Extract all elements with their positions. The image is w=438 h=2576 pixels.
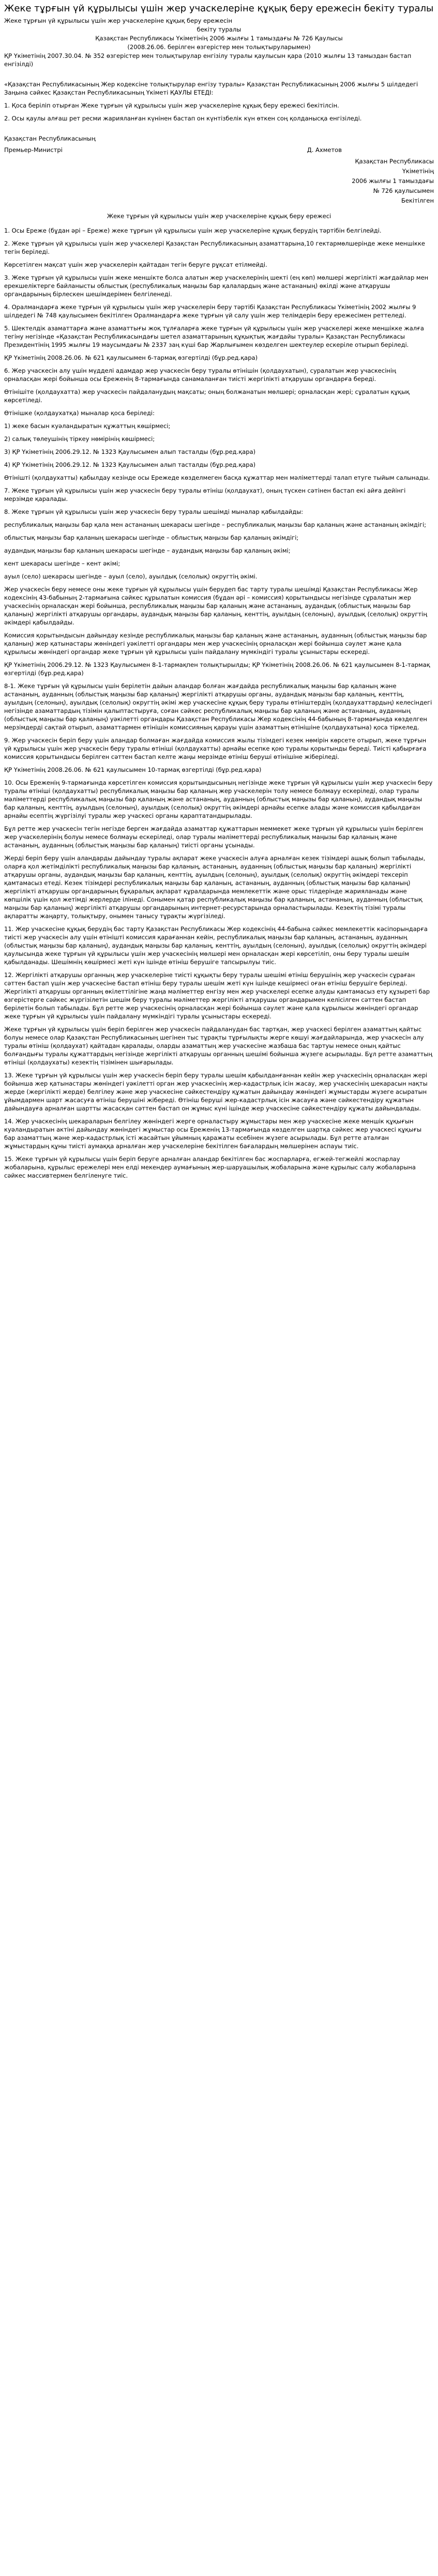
rule-paragraph: 5. Шектелдік азаматтарға және азаматтығы жоқ тұлғаларға жеке тұрғын үй құрылысы үшін жер учаскелері жеке меншікке жалға тегіну негізінде «Қазақстан Республикасындағы шетел азаматтарының құқықтық жағдайы туралы» Қазақстан Республикасы Президентінің 1995 жылғы 19 маусымдағы № 2337 заң күші бар Жарлығымен көзделген шектеулер ескеріле отырып беріледі. bbox=[4, 325, 424, 348]
rule-paragraph: ҚР Үкіметінің 2008.26.06. № 621 қаулысымен 6-тармақ өзгертілді (бұр.ред.қара) bbox=[4, 354, 258, 361]
approval-stamp bbox=[4, 157, 434, 205]
rule-paragraph: Бұл ретте жер учаскесін тегін негізде берген жағдайда азаматтар құжаттарын меммекет жеке тұрғын үй құрылысы үшін берілген жер учаскелерінің болуы немесе болмауы ескеріледі, олар туралы мәліметтерді республикалық маңызы бар қаланың және астананың, ауданның (облыстық маңызы бар қаланың) тиісті органы ұсынады. bbox=[4, 825, 424, 849]
rule-paragraph: ҚР Үкіметінің 2006.29.12. № 1323 Қаулысымен 8-1-тармақпен толықтырылды; ҚР Үкіметінің 2008.26.06. № 621 қаулысымен 8-1-тармақ өзгертілді (бұр.ред.қара) bbox=[4, 661, 430, 677]
preamble-paragraph: 2. Осы қаулы алғаш рет ресми жарияланған күнінен бастап он күнтізбелік күн өткен соң қолданысқа енгізіледі. bbox=[4, 115, 362, 122]
document-page bbox=[0, 0, 438, 1188]
signature-block bbox=[4, 134, 434, 154]
rule-paragraph: 6. Жер учаскесін алу үшін мүдделі адамдар жер учаскесін беру туралы өтінішін (қолдаухатын), суралатын жер учаскесінің орналасқан жері бойынша осы Ереженің 8-тармағында санамаланған тиісті жергілікті атқарушы органдарға береді. bbox=[4, 367, 396, 383]
rule-paragraph: 3. Жеке тұрғын үй құрылысы үшін жеке меншікте болса алатын жер учаскелерінің шекті (ең көп) мөлшері жергілікті жағдайлар мен ерекшеліктерге байланысты облыстық (республикалық маңызы бар қалалардың және астананың) өкілді және атқарушы органдарының бірлескен шешімдерімен белгіленеді. bbox=[4, 274, 429, 298]
signature-position: Премьер-Министрі bbox=[4, 146, 63, 154]
rule-paragraph: Жерді беріп беру үшін аландарды дайындау туралы ақпарат жеке учаскесін алуға арналған кезек тізімдері ашық болып табылады, оларға қол жетімділікті республикалық маңызы бар қаланың, астананың, ауданның (облыстық маңызы бар қаланың) жергілікті атқарушы органы, аудандық маңызы бар қаланың, кенттің, ауылдың (селоның), ауылдық (селолық) округтің әкімдері тексеріп қамтамасыз етеді. Кезек тізімдері республикалық маңызы бар қаланың, астананың, ауданның (облыстық маңызы бар қаланың) жергілікті атқарушы органдарының бұқаралық ақпарат құралдарында мемлекеттік және орыс тілдерінде жарияланады және көпшілік үшін қол жетімді жерлерде ілінеді. Сонымен қатар республикалық маңызы бар қаланың, астананың, ауданның (облыстық маңызы бар қаланың) жергілікті атқарушы органдарының интернет-ресурстарында орналастырылады. Кезектің тізімі туралы ақпаратты жаңарту, толықтыру, онымен танысу тұрақты жүргізіледі. bbox=[4, 855, 426, 920]
rule-paragraph: ҚР Үкіметінің 2008.26.06. № 621 қаулысымен 10-тармақ өзгертілді (бұр.ред.қара) bbox=[4, 766, 262, 773]
preamble-paragraph: 1. Қоса беріліп отырған Жеке тұрғын үй құрылысы үшін жер учаскелеріне құқық беру ережесі бекітілсін. bbox=[4, 102, 339, 109]
rule-paragraph: 2. Жеке тұрғын үй құрылысы үшін жер учаскелері Қазақстан Республикасының азаматтарына,10 гектармөлшерінде жеке меншікке тегін беріледі. bbox=[4, 240, 426, 255]
rule-paragraph: Комиссия қорытындысын дайындау кезінде республикалық маңызы бар қаланың және астананың, ауданның (облыстық маңызы бар қаланың) жер қатынастары жөніндегі уәкілетті органдары мен жер учаскесінің орналасқан жері бойынша сәулет және қала құрылысы жөніндегі органдар жеке тұрғын үй құрылысы үшін пайдалану мүмкіндігі туралы ұсыныстары ескереді. bbox=[4, 632, 427, 656]
rule-paragraph: 4. Оралмандарға жеке тұрғын үй құрылысы үшін жер учаскелерін беру тәртібі Қазақстан Республикасы Үкіметінің 2002 жылғы 9 шілдедегі № 748 қаулысымен бекітілген Оралмандарға жеке тұрғын үй салу үшін жер телімдерін беру ережесімен реттеледі. bbox=[4, 303, 416, 319]
approval-line: Қазақстан Республикасы bbox=[355, 158, 434, 165]
preamble bbox=[4, 80, 434, 123]
decree-subtitle: Жеке тұрғын үй құрылысы үшін жер учаскелеріне құқық беру ережесін bbox=[4, 17, 233, 24]
rule-paragraph: 11. Жер учаскесіне құқық берудің бас тарту Қазақстан Республикасы Жер кодексінің 44-бабына сәйкес мемлекеттік кәсіпорындарға тиісті жер учаскесін алу үшін өтінішті комиссия қарағаннан кейін, республикалық маңызы бар қаланың, астананың, ауданның (облыстық маңызы бар қаланың), аудандық маңызы бар қаланың, кенттің, ауылдың (селоның), ауылдық (селолық) округтің әкімдері қаулысында жеке тұрғын үй құрылысы үшін жер учаскесінің мөлшері мен орналасқан жері көрсетіліп, оны беру туралы шешім қабылданады. Шешімнің көшірмесі жеті күн ішінде өтініш берушіге тапсырылуы тиіс. bbox=[4, 925, 428, 966]
rule-paragraph: 7. Жеке тұрғын үй құрылысы үшін жер учаскесін беру туралы өтініш (қолдаухат), оның түскен сәтінен бастап екі айға дейінгі мерзімде қаралады. bbox=[4, 487, 406, 502]
approval-line: Бекітілген bbox=[401, 197, 434, 204]
rule-paragraph: 8. Жеке тұрғын үй құрылысы үшін жер учаскесін беру туралы шешімді мыналар қабылдайды: bbox=[4, 508, 304, 515]
rule-paragraph: Өтінішті (қолдаухатты) қабылдау кезінде осы Ережеде көзделмеген басқа құжаттар мен мәліметтерді талап етуге тыйым салынады. bbox=[4, 474, 430, 481]
rule-paragraph: Жер учаскесін беру немесе оны жеке тұрғын үй құрылысы үшін берудеп бас тарту туралы шешімді Қазақстан Республикасы Жер кодексінің 43-бабының 2-тармағына сәйкес құрылатын комиссия (бұдан әрі – комиссия) қорытындысы негізінде сұралатын жер учаскесінің орналасқан жері бойынша, республикалық маңызы бар қаланың және астананың, аудандық (облыстық маңызы бар қаланың) жергілікті атқарушы органдары, аудандық маңызы бар қаланың, кенттің, ауылдың (селоның), ауылдық (селолық) округтің әкімдері қабылдайды. bbox=[4, 586, 427, 626]
rules-body bbox=[4, 226, 434, 1180]
rule-paragraph: Жеке тұрғын үй құрылысы үшін беріп берілген жер учаскесін пайдаланудан бас тартқан, жер учаскесі берілген азаматтың қайтыс болуы немесе олар Қазақстан Республикасының шегінен тыс тұрақты тұрғылықты жерге көшуі жағдайларында, жер учаскесін алу туралы өтініш (қолдаухат) қайтадан қаралады, оларды азаматтың жер учаскесіне жазбаша бас тартуы немесе оның қайтыс болғандығы туралы құжаттардың негізінде жергілікті атқарушы органның шешімі бойынша жүзеге асырылады. Бұл ретте азаматтың өтініші (қолдаухаты) кезектің тізімінен шығарылады. bbox=[4, 1026, 432, 1066]
rule-paragraph: республикалық маңызы бар қала мен астананың шекарасы шегінде – республикалық маңызы бар қаланың және астананың әкімдігі; bbox=[4, 521, 427, 528]
amendment-footnote: ҚР Үкіметінің 2007.30.04. № 352 өзгерістер мен толықтырулар енгізілу туралы қаулысын қара (2010 жылғы 13 тамыздан бастап енгізілді) bbox=[4, 52, 412, 68]
rule-paragraph: 4) ҚР Үкіметінің 2006.29.12. № 1323 Қаулысымен алып тасталды (бұр.ред.қара) bbox=[4, 461, 256, 468]
decree-header bbox=[4, 17, 434, 68]
signature-org: Қазақстан Республикасының bbox=[4, 135, 96, 142]
rule-paragraph: 14. Жер учаскесінің шекараларын белгілеу жөніндегі жерге орналастыру жұмыстары мен жер учаскесіне жеке меншік құқығын куәландыратын актіні дайындау жөніндегі жұмыстар осы Ереженің 13-тармағында көзделген шартқа сәйкес жер учаскесі құқығы бар азаматтың және жер-кадастрлық істі жасайтын ұйымның қаражаты есебінен жүзеге асырылады. Бұл ретте аталған жұмыстардың құны тиісті аумаққа арналған жер учаскелеріне бекітілген бағалардың мөлшерінен аспауы тиіс. bbox=[4, 1118, 422, 1150]
rule-paragraph: 15. Жеке тұрғын үй құрылысы үшін беріп беруге арналған аландар бекітілген бас жоспарларға, егжей-тегжейлі жоспарлау жобаларына, құрылыс ережелері мен елді мекендер аумағының жер-шаруашылық жобаларына және құрылыс салу жобаларына сәйкес массивтермен белгіленуге тиіс. bbox=[4, 1155, 416, 1179]
rule-paragraph: 1. Осы Ереже (бұдан әрі – Ереже) жеке тұрғын үй құрылысы үшін жер учаскелеріне құқық берудің тәртібін белгілейді. bbox=[4, 227, 382, 234]
resolution-line: Қазақстан Республикасы Үкіметінің 2006 жылғы 1 тамыздағы № 726 Қаулысы bbox=[95, 35, 343, 42]
rule-paragraph: 9. Жер учаскесін беріп беру үшін аландар болмаған жағдайда комиссия жылы тізімдегі кезек нөмірін көрсете отырып, жеке тұрғын үй құрылысы үшін жер учаскесін беру туралы өтініші (қолдаухатты) арнайы есепке қою туралы қорытынды береді. Тиісті қабырғаға комиссия қорытындысы берілген сәттен бастап келте жаңы мерзімде өтініш беруші өтінішіне жіберіледі. bbox=[4, 737, 427, 760]
rule-paragraph: 3) ҚР Үкіметінің 2006.29.12. № 1323 Қаулысымен алып тасталды (бұр.ред.қара) bbox=[4, 448, 256, 455]
rule-paragraph: 13. Жеке тұрғын үй құрылысы үшін жер учаскесін беріп беру туралы шешім қабылданғаннан кейін жер учаскесінің орналасқан жері бойынша жер қатынастары жөніндегі уәкілетті орган жер учаскесінің жер-кадастрлық ісін жасау, жер учаскесінің шекарасын нақты жерде (жергілікті жерде) белгілеу және жер учаскесіне сәйкестендіру құжатын дайындау жөніндегі жұмыстарды жүзеге асыратын ұйымдармен шарт жасасуға өтініш берушіні жібереді. Өтініш беруші жер-кадастрлық ісін жасауға және сәйкестендіру құжатын дайындауға арналған шартты жасасқан сәттен бастап он жұмыс күні ішінде жер учаскесіне сәйкестендіру құжаты дайындалады. bbox=[4, 1072, 428, 1112]
rule-paragraph: Өтінішіте (қолдаухатта) жер учаскесін пайдаланудың мақсаты; оның болжанатын мөлшері; орналасқан жері; сұралатын құқық көрсетіледі. bbox=[4, 388, 410, 404]
approval-line: 2006 жылғы 1 тамыздағы bbox=[352, 177, 434, 185]
document-title: Жеке тұрғын үй құрылысы үшін жер учаскелеріне құқық беру ережесін бекіту туралы bbox=[4, 3, 434, 14]
rule-paragraph: кент шекарасы шегінде – кент әкімі; bbox=[4, 560, 120, 567]
rule-paragraph: 8-1. Жеке тұрғын үй құрылысы үшін берілетін дайын аландар болған жағдайда республикалық маңызы бар қаланың және астананың, ауданның (облыстық маңызы бар қаланың) жергілікті атқарушы органы, аудандық маңызы бар қаланың, кенттің, ауылдың (селоның), ауылдық (селолық) округтің әкімі жер учаскесіне құқық беру туралы өтініштердің (қолдаухаттардың) келесіндегі негізінде азаматтардың тізімін қалыптастыруға, соған сәйкес республикалық маңызы бар қаланың және астананың, ауданның (облыстық маңызы бар қаланың) уәкілетті органдары Қазақстан Республикасы Жер кодексінің 44-бабының 8-тармағында көзделген мерзімдерді сақтай отырып, азаматтармен өтінішін комиссияның қарауы үшін азаматтың өтінішіне (қолдаухатына) қоса тіркелед. bbox=[4, 682, 432, 731]
amendment-note: (2008.26.06. берілген өзгерістер мен толықтыруларымен) bbox=[127, 43, 311, 51]
rule-paragraph: облыстық маңызы бар қаланың шекарасы шегінде – облыстық маңызы бар қаланың әкімдігі; bbox=[4, 534, 299, 541]
approval-line: № 726 қаулысымен bbox=[373, 187, 434, 194]
rule-paragraph: 12. Жергілікті атқарушы органның жер учаскелеріне тиісті құқықты беру туралы шешімі өтініш берушінің жер учаскесін сұраған сәттен бастап үшін жер учаскесіне бастап өтініш беру туралы шешім жеті күн ішінде кешірмесі оған өтініш берушіге беріледі. Жергілікті атқарушы органның өкілеттілігіне жаңа мәліметтер енгізу мен жер учаскелері есепке алуды қамтамасыз ету құзыреті бар өзгерістерге сәйкес жүргізілетін шешім беру туралы мәліметтер жергілікті атқарушы органдарымен келісілген сәттен бастап берілетін болып табылады. Бұл ретте жер учаскесінің орналасқан жері бойынша сәулет және қала құрылысы жөніндегі органдар жеке тұрғын үй құрылысы үшін пайдалану мүмкіндігі туралы ұсыныстары ескереді. bbox=[4, 971, 430, 1020]
rules-title: Жеке тұрғын үй құрылысы үшін жер учаскелеріне құқық беру ережесі bbox=[107, 212, 331, 220]
rule-paragraph: 10. Осы Ереженің 9-тармағында көрсетілген комиссия қорытындысының негізінде жеке тұрғын үй құрылысы үшін жер учаскесін беру туралы өтініші (қолдаухатты) республикалық маңызы бар қаланың жер учаскелерін толу немесе болмауу ескеріледі, олар туралы мәліметтерді республикалық маңызы бар қаланың және астананың, ауданның (облыстық маңызы бар қаланың), аудандық маңызы бар қаланың, кенттің, ауылдың (селоның), ауылдық (селолық) округтің әкімдері арнайы есепке алады және комиссия қабылдаған арнайы есептің жүргізілуі туралы жер учаскесі органы қараптатандырылады. bbox=[4, 779, 433, 819]
signature-name: Д. Ахметов bbox=[307, 146, 342, 154]
rule-paragraph: ауыл (село) шекарасы шегінде – ауыл (село), ауылдық (селолық) округтің әкімі. bbox=[4, 573, 258, 580]
rule-paragraph: аудандық маңызы бар қаланың шекарасы шегінде – аудандық маңызы бар қаланың әкімі; bbox=[4, 547, 291, 554]
approval-line: Үкіметінің bbox=[402, 167, 434, 175]
rule-paragraph: 1) жеке басын куәландыратын құжаттың көшірмесі; bbox=[4, 422, 171, 430]
rule-paragraph: Көрсетілген мақсат үшін жер учаскелерін қайтадан тегін беруге рұқсат етілмейді. bbox=[4, 261, 267, 268]
signature-row bbox=[4, 146, 434, 154]
rule-paragraph: 2) салық төлеушінің тіркеу нөмірінің көшірмесі; bbox=[4, 435, 155, 443]
decree-subtitle-continued: бекіту туралы bbox=[197, 26, 241, 33]
rule-paragraph: Өтінішке (қолдаухатқа) мыналар қоса беріледі: bbox=[4, 409, 155, 417]
preamble-paragraph: «Қазақстан Республикасының Жер кодексіне толықтырулар енгізу туралы» Қазақстан Республикасының 2006 жылғы 5 шілдедегі Заңына сәйкес Қазақстан Республикасының Үкіметі ҚАУЛЫ ЕТЕДІ: bbox=[4, 81, 418, 96]
